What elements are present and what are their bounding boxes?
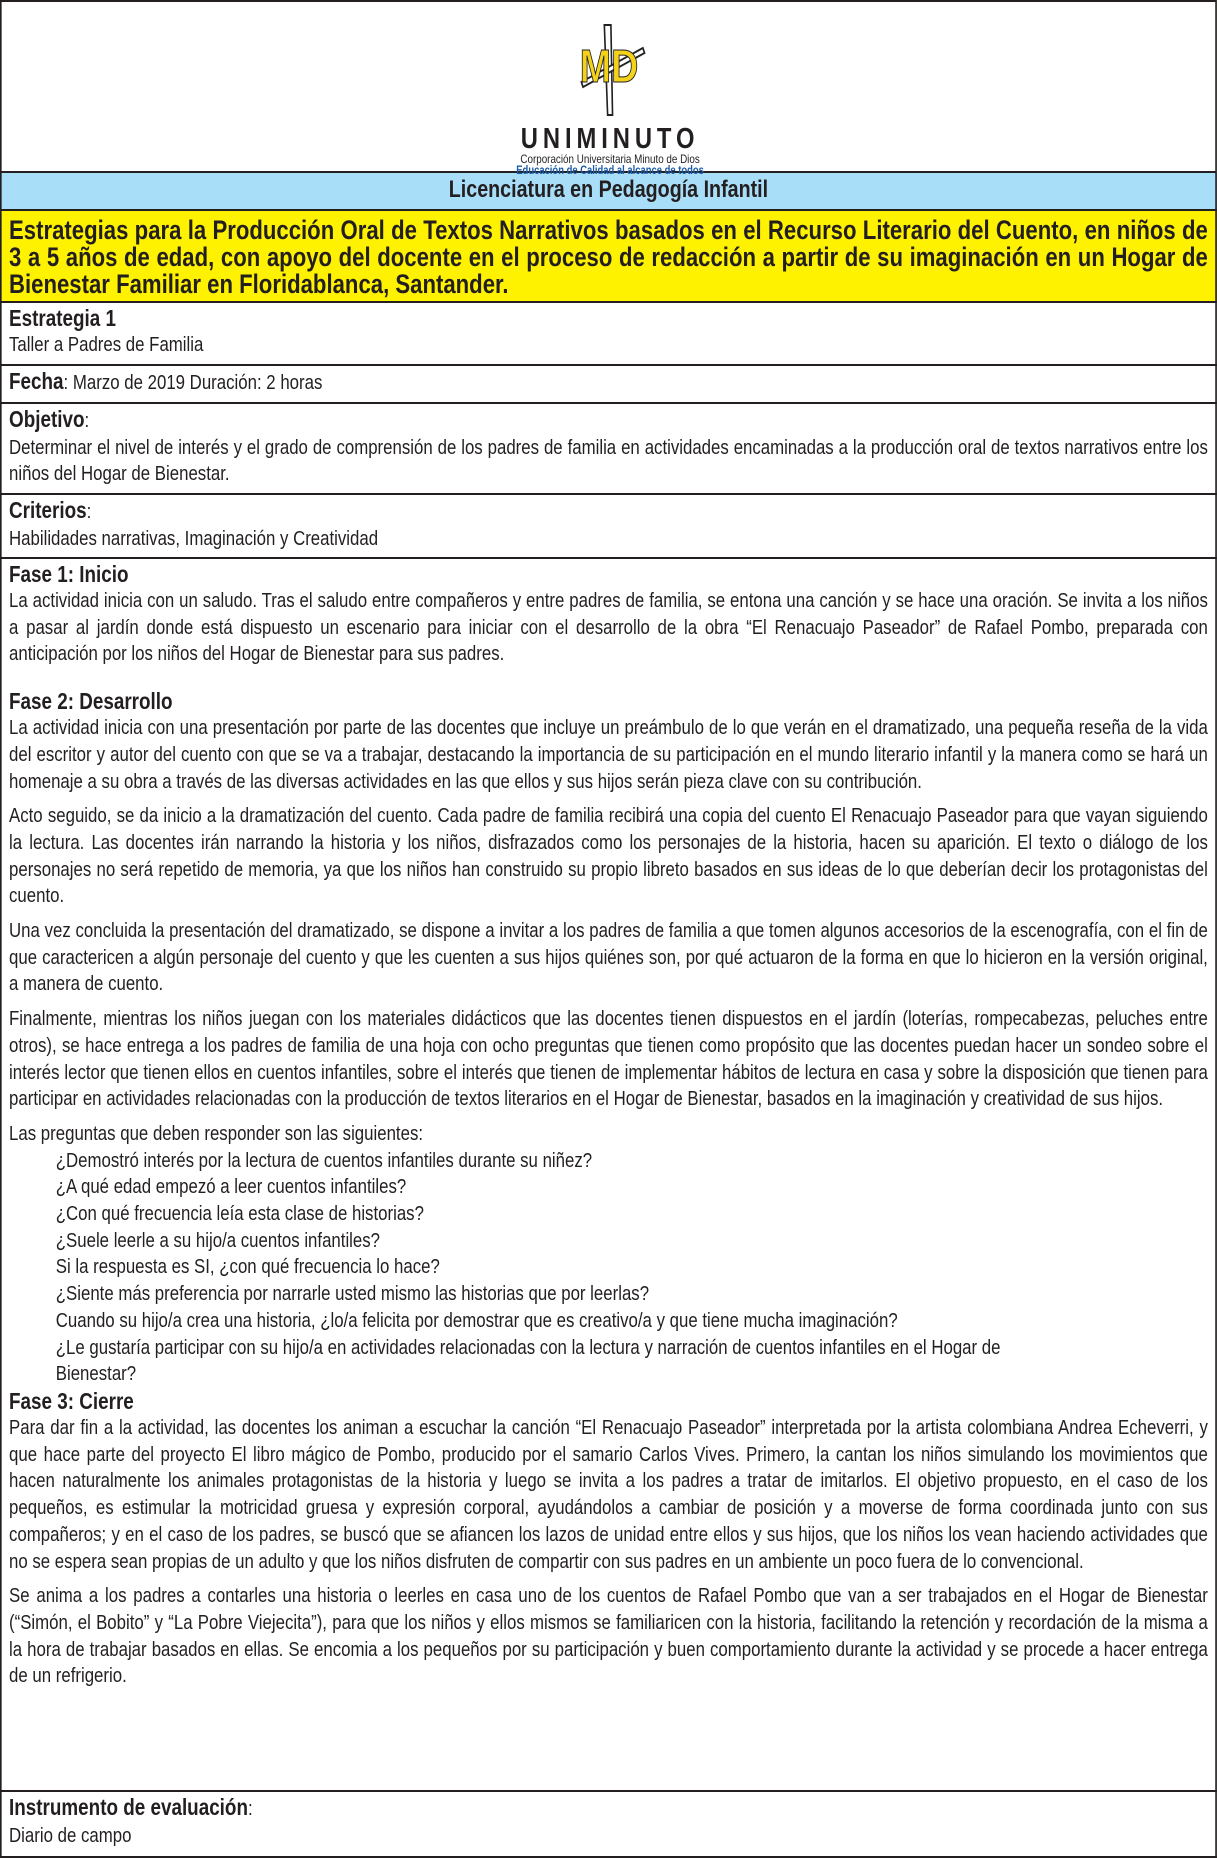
questions-intro: Las preguntas que deben responder son las siguientes: — [9, 1121, 424, 1145]
phase3-label: Fase 3: Cierre — [9, 1387, 134, 1414]
logo-monogram: MD — [579, 40, 639, 92]
phase1-paragraph: La actividad inicia con un saludo. Tras el saludo entre compañeros y entre padres de familia, se entona una canción y se hace una oración. Se invita a los niños a pasar al jardín donde está dispuesto un escenario para iniciar con el desarrollo de la obra “El Renacuajo Paseador” de Rafael Pombo, preparada con anticipación por los niños del Hogar de Bienestar para sus padres. — [9, 589, 1208, 666]
strategy-value: Taller a Padres de Familia — [9, 333, 204, 356]
phase3-paragraph: Se anima a los padres a contarles una historia o leerles en casa uno de los cuentos de Rafael Pombo que van a ser trabajados en el Hogar de Bienestar (“Simón, el Bobito” y “La Pobre Viejecita”), para que los niños y ellos mismos se familiaricen con la historia, facilitando la retención y recordación de la misma a la hora de trabajar basados en ellas. Se encomia a los pequeños por su participación y buen comportamiento durante la actividad y se procede a hacer entrega de un refrigerio. — [9, 1584, 1208, 1688]
question-item: Cuando su hijo/a crea una historia, ¿lo/a felicita por demostrar que es creativo/a y que tiene mucha imaginación? — [55, 1308, 898, 1332]
logo-tagline: Educación de Calidad al alcance de todos — [516, 165, 704, 177]
phase2-paragraph: Finalmente, mientras los niños juegan con los materiales didácticos que las docentes tienen dispuestos en el jardín (loterías, rompecabezas, peluches entre otros), se hace entrega a los padres de familia de una hoja con ocho preguntas que tienen como propósito que las docentes puedan hacer un sondeo sobre el interés lector que tienen ellos en cuentos infantiles, sobre el interés que tienen de implementar hábitos de lectura en casa y sobre la disposición que tienen para participar en actividades relacionadas con la producción de textos literarios en el Hogar de Bienestar, basados en la imaginación y creatividad de sus hijos. — [9, 1007, 1208, 1111]
objective-value: Determinar el nivel de interés y el grado de comprensión de los padres de familia en actividades encaminadas a la producción oral de textos narrativos entre los niños del Hogar de Bienestar. — [9, 435, 1208, 486]
criteria-value: Habilidades narrativas, Imaginación y Creatividad — [9, 526, 379, 550]
questions-list — [9, 1148, 1208, 1388]
document-title: Estrategias para la Producción Oral de Textos Narrativos basados en el Recurso Literario del Cuento, en niños de 3 a 5 años de edad, con apoyo del docente en el proceso de redacción a partir de su imaginación en un Hogar de Bienestar Familiar en Floridablanca, Santander. — [0, 211, 1217, 303]
question-item: ¿Le gustaría participar con su hijo/a en actividades relacionadas con la lectura y narración de cuentos infantiles en el Hogar de Bienestar? — [55, 1335, 1001, 1386]
criteria-label: Criterios — [9, 497, 87, 523]
instrument-section: Instrumento de evaluación: Diario de campo — [0, 1792, 1217, 1858]
objective-section: Objetivo: Determinar el nivel de interés y el grado de comprensión de los padres de familia en actividades encaminadas a la producción oral de textos narrativos entre los niños del Hogar de Bienestar. — [0, 404, 1217, 495]
objective-label: Objetivo — [9, 406, 85, 432]
phase2-paragraph: Acto seguido, se da inicio a la dramatización del cuento. Cada padre de familia recibirá una copia del cuento El Renacuajo Paseador para que vayan siguiendo la lectura. Las docentes irán narrando la historia y los niños, disfrazados como los personajes de la historia, hacen su aparición. El texto o diálogo de los personajes no será repetido de memoria, ya que los niños han construido su propio libreto basados en sus ideas de lo que deberían decir los protagonistas del cuento. — [9, 804, 1208, 908]
logo-subtitle: Corporación Universitaria Minuto de Dios — [520, 152, 700, 166]
strategy-section — [0, 303, 1217, 366]
logo-header — [0, 0, 1217, 177]
date-label: Fecha — [9, 368, 64, 394]
question-item: ¿Suele leerle a su hijo/a cuentos infantiles? — [55, 1228, 381, 1252]
date-section — [0, 366, 1217, 404]
strategy-label: Estrategia 1 — [9, 305, 116, 331]
program-header: Licenciatura en Pedagogía Infantil — [0, 173, 1217, 211]
phase2-label: Fase 2: Desarrollo — [9, 688, 173, 715]
phase1-label: Fase 1: Inicio — [9, 561, 129, 587]
instrument-label: Instrumento de evaluación — [9, 1794, 248, 1820]
phase2-paragraph: Una vez concluida la presentación del dramatizado, se dispone a invitar a los padres de familia a que tomen algunos accesorios de la escenografía, con el fin de que caractericen a algún personaje del cuento y que les cuenten a sus hijos quiénes son, por qué actuaron de la forma en que lo hicieron en la versión original, a manera de cuento. — [9, 919, 1208, 996]
phase2-paragraph: La actividad inicia con una presentación por parte de las docentes que incluye un preámbulo de lo que verán en el dramatizado, una pequeña reseña de la vida del escritor y autor del cuento con que se va a trabajar, destacando la importancia de su participación en el mundo literario infantil y la manera como se hará un homenaje a su obra a través de las diversas actividades en las que ellos y sus hijos serán pieza clave con su contribución. — [9, 716, 1208, 793]
uniminuto-logo — [482, 20, 738, 177]
date-value: : Marzo de 2019 Duración: 2 horas — [63, 371, 323, 394]
phases-section — [0, 559, 1217, 1792]
criteria-section: Criterios: Habilidades narrativas, Imaginación y Creatividad — [0, 495, 1217, 559]
question-item: ¿Demostró interés por la lectura de cuentos infantiles durante su niñez? — [55, 1148, 593, 1172]
question-item: Si la respuesta es SI, ¿con qué frecuencia lo hace? — [55, 1255, 440, 1279]
brand-name: UNIMINUTO — [520, 123, 700, 155]
instrument-value: Diario de campo — [9, 1823, 132, 1847]
phase3-paragraph: Para dar fin a la actividad, las docentes los animan a escuchar la canción “El Renacuajo Paseador” interpretada por la artista colombiana Andrea Echeverri, y que hace parte del proyecto El libro mágico de Pombo, producido por el samario Carlos Vives. Primero, la cantan los niños simulando los movimientos que hacen naturalmente los animales protagonistas de la historia y luego se invita a los padres a tratar de imitarlos. El objetivo propuesto, en el caso de los pequeños, es estimular la motricidad gruesa y expresión corporal, ayudándolos a cambiar de posición y a moverse de forma coordinada junto con sus compañeros; y en el caso de los padres, se buscó que se afiancen los lazos de unidad entre ellos y sus hijos, que los niños los vean haciendo actividades que no se espera sean propias de un adulto y que los niños disfruten de compartir con sus padres en un ambiente un poco fuera de lo convencional. — [9, 1415, 1208, 1573]
question-item: ¿Siente más preferencia por narrarle usted mismo las historias que por leerlas? — [55, 1282, 650, 1306]
question-item: ¿Con qué frecuencia leía esta clase de historias? — [55, 1202, 424, 1226]
question-item: ¿A qué edad empezó a leer cuentos infantiles? — [55, 1175, 407, 1199]
cross-md-icon — [565, 20, 655, 120]
